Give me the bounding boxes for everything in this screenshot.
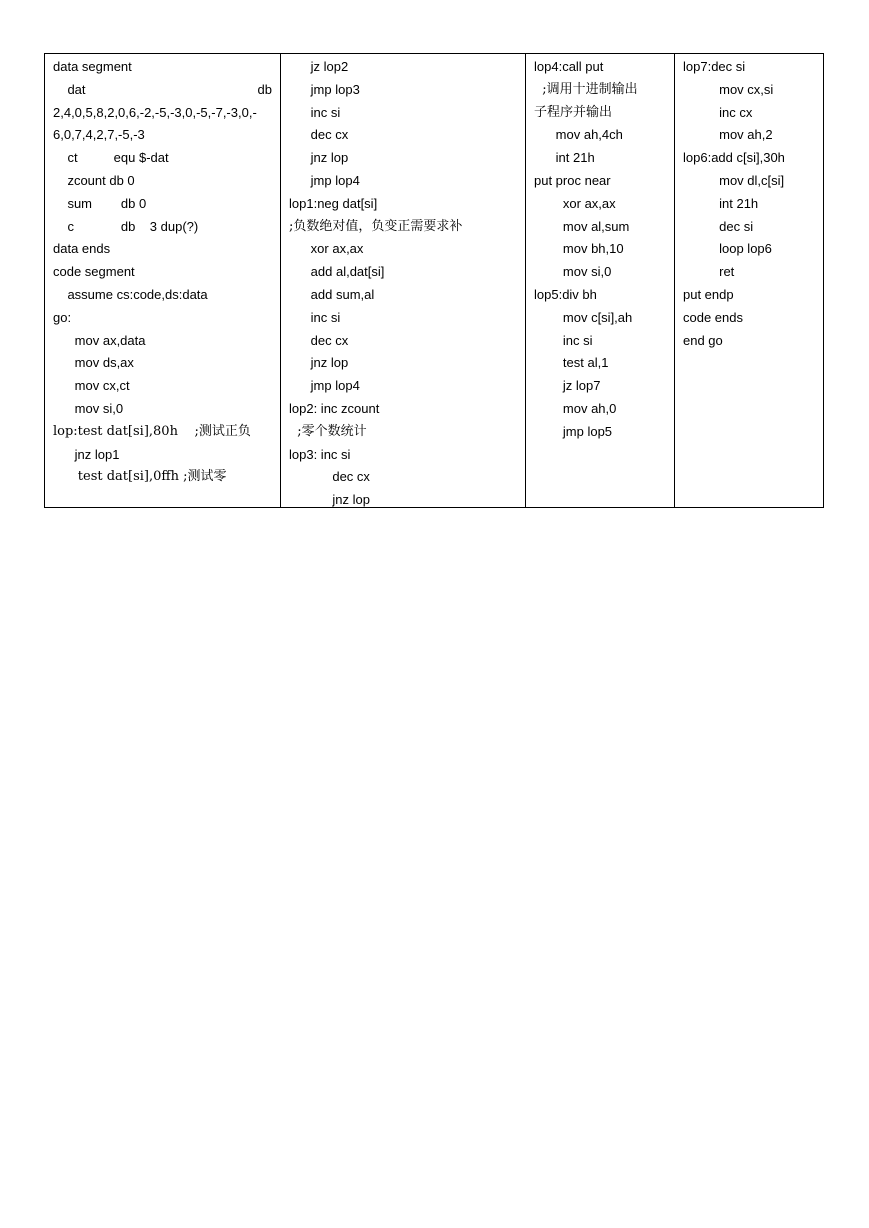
column-lines xyxy=(53,56,272,507)
code-line: jnz lop1 xyxy=(53,446,120,462)
code-line: put endp xyxy=(683,286,734,302)
code-line: mov ah,0 xyxy=(534,400,617,416)
code-line: data ends xyxy=(53,241,111,257)
code-line: 子程序并输出 xyxy=(534,104,613,120)
code-line: lop:test dat[si],80h ;测试正负 xyxy=(53,423,251,439)
code-line: mov bh,10 xyxy=(534,241,624,257)
code-line: mov ah,4ch xyxy=(534,127,623,143)
code-line: lop7:dec si xyxy=(683,59,746,74)
code-line: mov ah,2 xyxy=(683,127,773,143)
code-line: put proc near xyxy=(534,172,611,188)
code-line: mov al,sum xyxy=(534,218,630,234)
code-line: mov si,0 xyxy=(53,400,124,416)
code-line: jmp lop3 xyxy=(289,81,360,97)
code-line: jmp lop5 xyxy=(534,423,613,439)
code-line: add al,dat[si] xyxy=(289,264,385,280)
code-line: lop6:add c[si],30h xyxy=(683,150,785,166)
code-line: jz lop7 xyxy=(534,378,601,394)
code-line: 2,4,0,5,8,2,0,6,-2,-5,-3,0,-5,-7,-3,0,- xyxy=(53,104,257,120)
code-line: loop lop6 xyxy=(683,241,772,257)
code-line: mov ds,ax xyxy=(53,355,134,371)
table-row xyxy=(45,54,824,508)
code-line: dec cx xyxy=(289,127,349,143)
code-line: ct equ $-dat xyxy=(53,150,169,166)
code-line: end go xyxy=(683,332,723,348)
code-line: int 21h xyxy=(534,150,595,166)
code-line: jnz lop xyxy=(289,492,370,508)
code-line-right: db xyxy=(257,81,272,97)
code-line: ;负数绝对值，负变正需要求补 xyxy=(289,218,463,234)
code-line: zcount db 0 xyxy=(53,172,135,188)
code-line: inc si xyxy=(534,332,593,348)
code-line: dec si xyxy=(683,218,754,234)
code-listing-table xyxy=(44,53,824,508)
code-line: mov c[si],ah xyxy=(534,309,633,325)
code-line: mov cx,si xyxy=(683,81,774,97)
column-lines xyxy=(289,56,517,507)
code-line-left: dat xyxy=(53,81,86,97)
code-line: lop4:call put xyxy=(534,59,604,74)
code-line: ;调用十进制输出 xyxy=(534,81,638,97)
column-lines xyxy=(534,56,666,507)
code-line: ;零个数统计 xyxy=(289,423,367,439)
code-line: mov dl,c[si] xyxy=(683,172,785,188)
code-line: jmp lop4 xyxy=(289,172,360,188)
code-line: inc si xyxy=(289,309,341,325)
column-output-call xyxy=(526,54,675,508)
code-line: code segment xyxy=(53,264,135,280)
code-line: test al,1 xyxy=(534,355,609,371)
code-line: lop3: inc si xyxy=(289,446,351,462)
code-line: ret xyxy=(683,264,735,280)
code-line: xor ax,ax xyxy=(289,241,364,257)
code-line: mov cx,ct xyxy=(53,378,130,394)
code-line: code ends xyxy=(683,309,743,325)
code-line: go: xyxy=(53,309,72,325)
code-line: xor ax,ax xyxy=(534,195,616,211)
column-data-segment xyxy=(45,54,281,508)
code-line: int 21h xyxy=(683,195,759,211)
code-line xyxy=(53,79,272,102)
column-lines xyxy=(683,56,815,507)
code-line: mov si,0 xyxy=(534,264,612,280)
code-line: dec cx xyxy=(289,332,349,348)
code-line: sum db 0 xyxy=(53,195,147,211)
code-line: lop1:neg dat[si] xyxy=(289,195,378,211)
column-branch-logic xyxy=(281,54,526,508)
code-line: jmp lop4 xyxy=(289,378,360,394)
code-line: inc cx xyxy=(683,104,753,120)
code-line: add sum,al xyxy=(289,286,375,302)
code-line: inc si xyxy=(289,104,341,120)
code-line: c db 3 dup(?) xyxy=(53,218,199,234)
code-line: jz lop2 xyxy=(289,59,349,74)
code-line: lop5:div bh xyxy=(534,286,597,302)
code-line: 6,0,7,4,2,7,-5,-3 xyxy=(53,127,145,143)
code-line: dec cx xyxy=(289,469,370,485)
code-line: mov ax,data xyxy=(53,332,146,348)
code-line: lop2: inc zcount xyxy=(289,400,380,416)
code-line: jnz lop xyxy=(289,355,349,371)
code-line: data segment xyxy=(53,59,132,74)
code-line: jnz lop xyxy=(289,150,349,166)
column-output-loop xyxy=(675,54,824,508)
code-line: test dat[si],0ffh ;测试零 xyxy=(53,469,227,485)
code-line: assume cs:code,ds:data xyxy=(53,286,208,302)
